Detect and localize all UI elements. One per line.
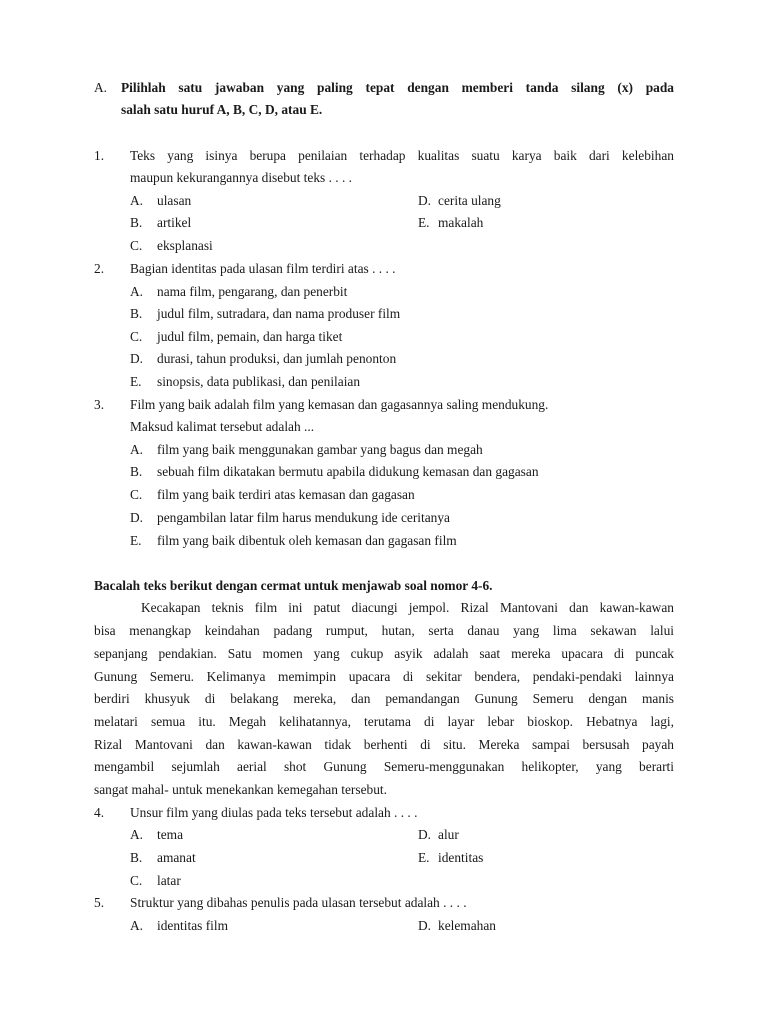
option-text: amanat bbox=[157, 850, 196, 865]
option-text: judul film, pemain, dan harga tiket bbox=[157, 329, 343, 344]
option-letter: E. bbox=[130, 374, 142, 389]
question-text: Maksud kalimat tersebut adalah ... bbox=[130, 419, 315, 434]
option-text: film yang baik terdiri atas kemasan dan gagasan bbox=[157, 487, 415, 502]
option-text: ulasan bbox=[157, 193, 192, 208]
option-letter: B. bbox=[130, 464, 143, 479]
question-text: Struktur yang dibahas penulis pada ulasan tersebut adalah . . . . bbox=[130, 895, 467, 910]
option-letter: D. bbox=[130, 510, 144, 525]
reading-heading: Bacalah teks berikut dengan cermat untuk menjawab soal nomor 4-6. bbox=[94, 578, 493, 593]
option-letter: C. bbox=[130, 238, 143, 253]
instruction-line-2: salah satu huruf A, B, C, D, atau E. bbox=[121, 102, 323, 117]
option-letter: D. bbox=[130, 351, 144, 366]
option-text: durasi, tahun produksi, dan jumlah penonton bbox=[157, 351, 397, 366]
passage-line: sepanjang pendakian. Satu momen yang cukup asyik adalah saat mereka upacara di puncak bbox=[94, 646, 674, 661]
passage-line: sangat mahal- untuk menekankan kemegahan tersebut. bbox=[94, 782, 387, 797]
question-number: 2. bbox=[94, 261, 105, 276]
option-letter: A. bbox=[130, 284, 144, 299]
passage-line: Kecakapan teknis film ini patut diacungi jempol. Rizal Mantovani dan kawan-kawan bbox=[141, 600, 674, 615]
option-letter: D. bbox=[418, 193, 432, 208]
option-text: judul film, sutradara, dan nama produser film bbox=[157, 306, 401, 321]
question-text: Teks yang isinya berupa penilaian terhadap kualitas suatu karya baik dari kelebihan bbox=[130, 148, 674, 163]
question-number: 3. bbox=[94, 397, 105, 412]
option-letter: C. bbox=[130, 329, 143, 344]
option-letter: E. bbox=[130, 533, 142, 548]
question-number: 4. bbox=[94, 805, 105, 820]
passage-line: berdiri khusyuk di belakang mereka, dan pemandangan Gunung Semeru dengan manis bbox=[94, 691, 674, 706]
option-letter: C. bbox=[130, 873, 143, 888]
option-letter: A. bbox=[130, 827, 144, 842]
option-text: film yang baik menggunakan gambar yang bagus dan megah bbox=[157, 442, 483, 457]
question-text: maupun kekurangannya disebut teks . . . . bbox=[130, 170, 353, 185]
question-number: 5. bbox=[94, 895, 105, 910]
option-letter: B. bbox=[130, 850, 143, 865]
option-text: sebuah film dikatakan bermutu apabila didukung kemasan dan gagasan bbox=[157, 464, 539, 479]
passage-line: Rizal Mantovani dan kawan-kawan tidak berhenti di situ. Mereka sampai bersusah payah bbox=[94, 737, 674, 752]
option-text: artikel bbox=[157, 215, 192, 230]
instruction-line-1: Pilihlah satu jawaban yang paling tepat dengan memberi tanda silang (x) pada bbox=[121, 80, 674, 95]
option-letter: D. bbox=[418, 827, 432, 842]
question-text: Film yang baik adalah film yang kemasan dan gagasannya saling mendukung. bbox=[130, 397, 549, 412]
option-text: identitas film bbox=[157, 918, 229, 933]
passage-line: melatari semua itu. Megah kelihatannya, terutama di layar lebar bioskop. Hebatnya lagi, bbox=[94, 714, 674, 729]
option-letter: A. bbox=[130, 918, 144, 933]
option-text: cerita ulang bbox=[438, 193, 501, 208]
option-text: tema bbox=[157, 827, 184, 842]
option-text: identitas bbox=[438, 850, 484, 865]
option-letter: B. bbox=[130, 215, 143, 230]
section-letter: A. bbox=[94, 80, 108, 95]
question-number: 1. bbox=[94, 148, 105, 163]
option-letter: D. bbox=[418, 918, 432, 933]
option-letter: B. bbox=[130, 306, 143, 321]
option-text: pengambilan latar film harus mendukung ide ceritanya bbox=[157, 510, 451, 525]
passage-line: mengambil sejumlah aerial shot Gunung Semeru-menggunakan helikopter, yang berarti bbox=[94, 759, 674, 774]
option-letter: A. bbox=[130, 442, 144, 457]
question-text: Bagian identitas pada ulasan film terdiri atas . . . . bbox=[130, 261, 396, 276]
option-letter: E. bbox=[418, 215, 430, 230]
passage-line: bisa menangkap keindahan padang rumput, hutan, serta danau yang lima sekawan lalui bbox=[94, 623, 674, 638]
option-text: kelemahan bbox=[438, 918, 496, 933]
option-letter: C. bbox=[130, 487, 143, 502]
passage-line: Gunung Semeru. Kelimanya memimpin upacara di sekitar bendera, pendaki-pendaki lainnya bbox=[94, 669, 674, 684]
option-text: eksplanasi bbox=[157, 238, 213, 253]
question-text: Unsur film yang diulas pada teks tersebut adalah . . . . bbox=[130, 805, 418, 820]
option-text: film yang baik dibentuk oleh kemasan dan gagasan film bbox=[157, 533, 457, 548]
option-text: latar bbox=[157, 873, 181, 888]
option-letter: A. bbox=[130, 193, 144, 208]
option-text: makalah bbox=[438, 215, 484, 230]
option-letter: E. bbox=[418, 850, 430, 865]
option-text: alur bbox=[438, 827, 459, 842]
option-text: nama film, pengarang, dan penerbit bbox=[157, 284, 348, 299]
option-text: sinopsis, data publikasi, dan penilaian bbox=[157, 374, 361, 389]
